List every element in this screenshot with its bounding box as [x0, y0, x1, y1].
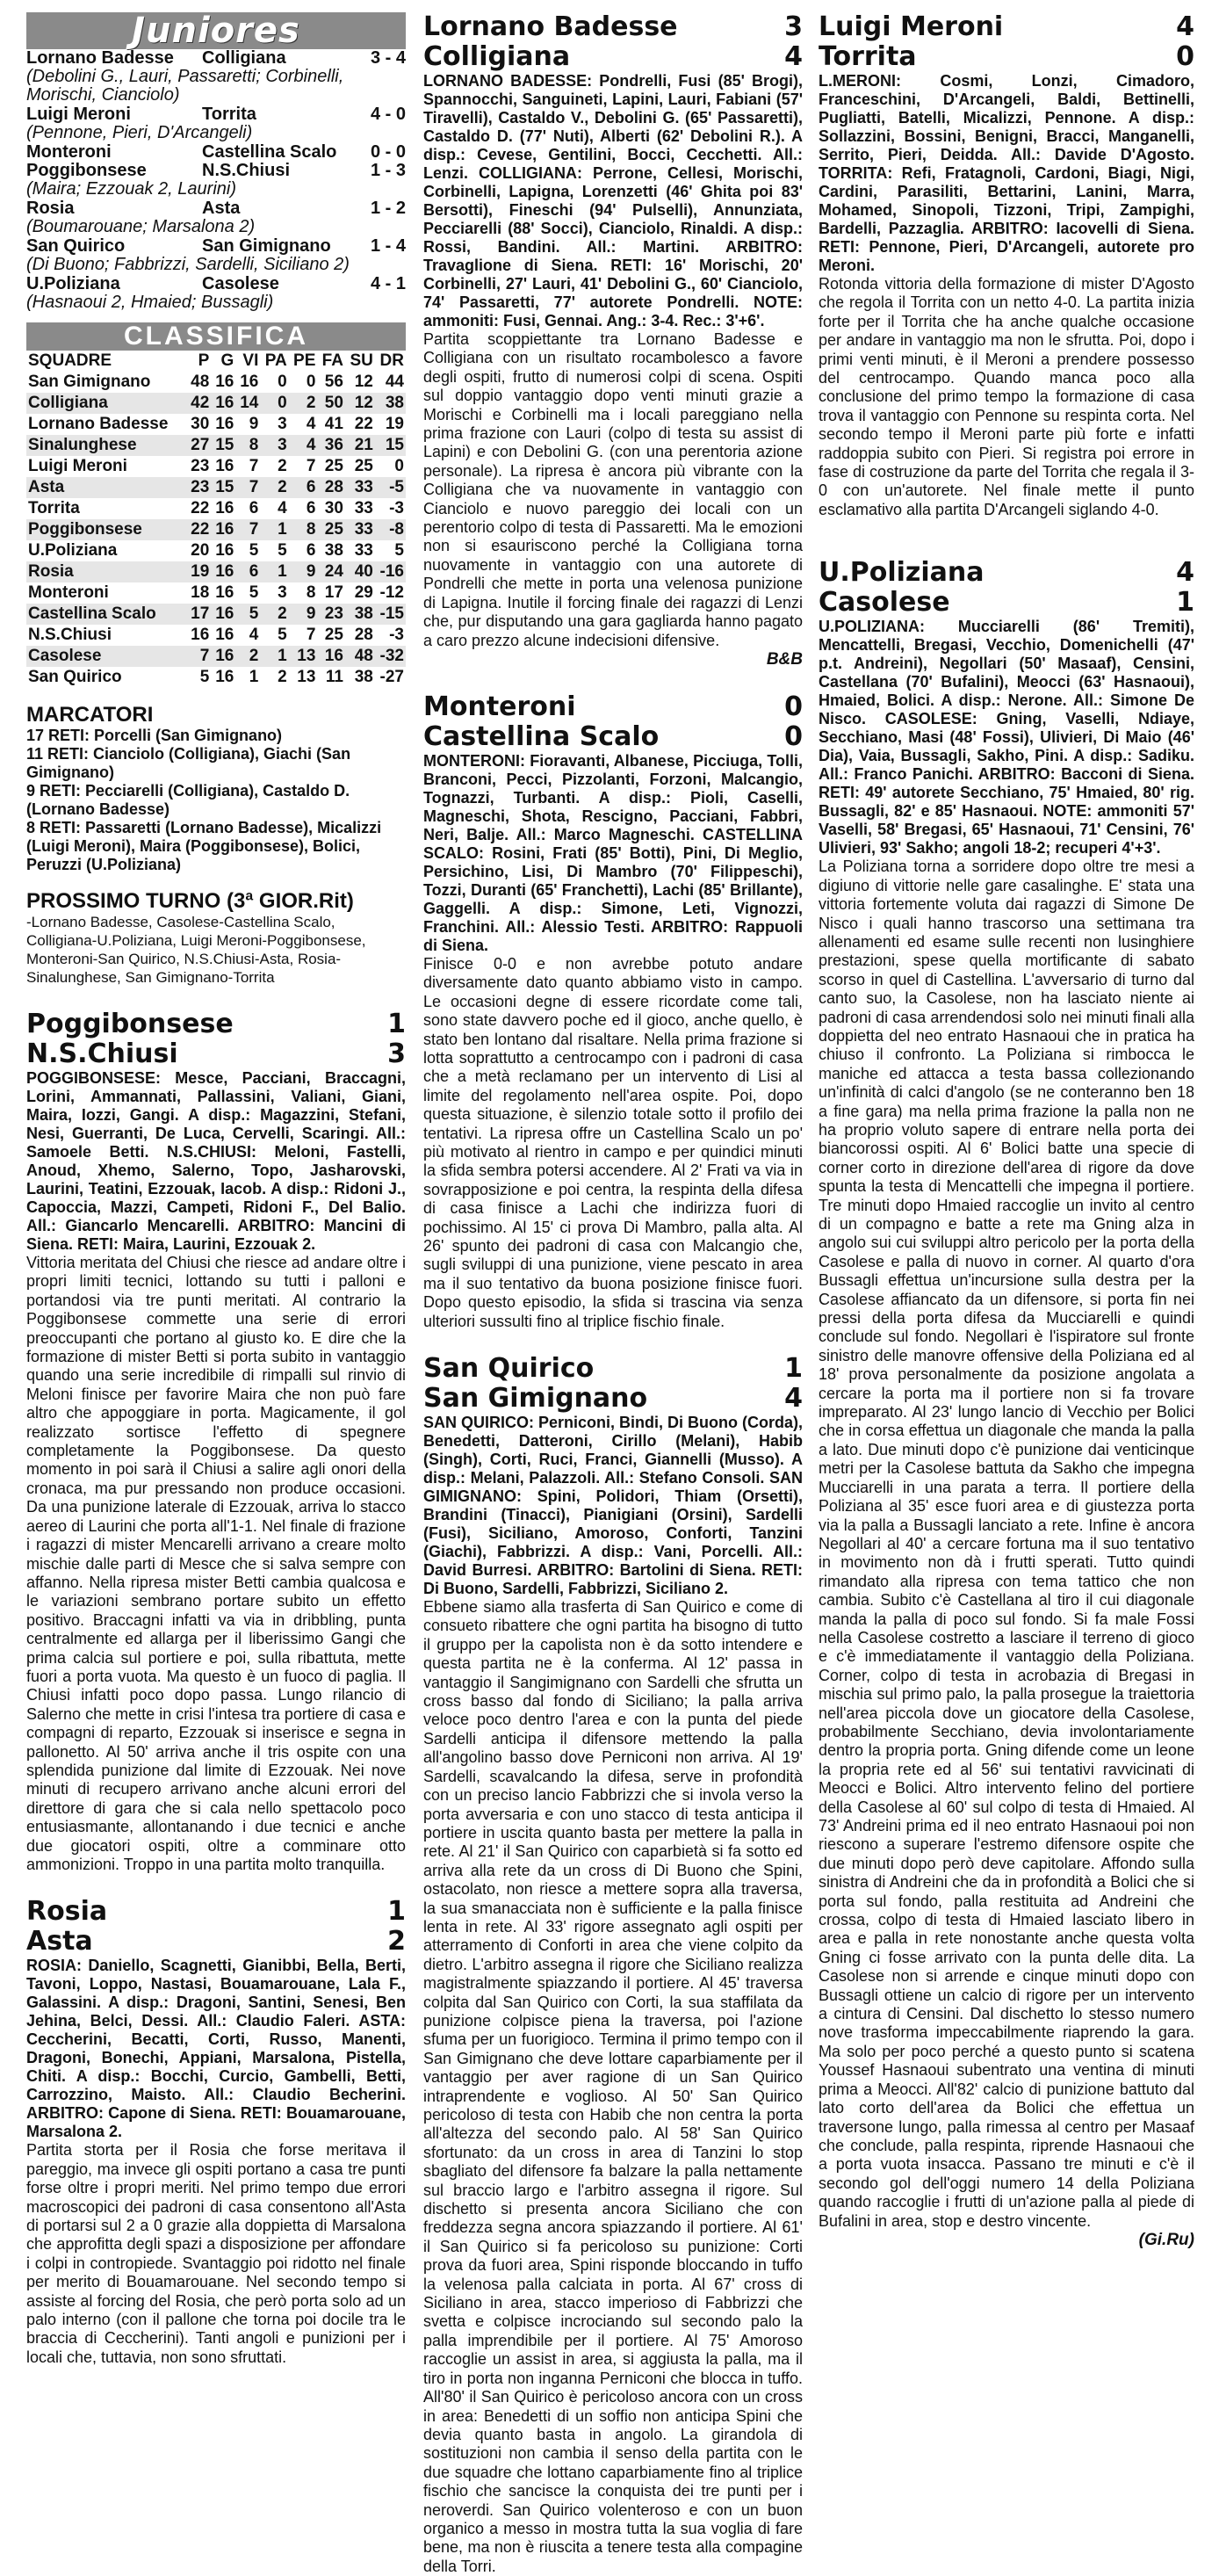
standings-cell: 2 — [260, 604, 288, 625]
standings-cell: 2 — [289, 393, 318, 414]
team-away: Asta — [26, 1926, 93, 1957]
standings-cell: 16 — [240, 373, 259, 391]
standings-cell: 15 — [211, 477, 235, 498]
standings-row — [26, 393, 406, 414]
result-scorers: (Pennone, Pieri, D'Arcangeli) — [26, 123, 253, 142]
standings-header: SQUADRE — [28, 351, 112, 370]
team-home: Monteroni — [423, 691, 576, 722]
score-home: 4 — [1176, 557, 1194, 589]
standings-cell: 16 — [191, 626, 210, 644]
standings-team: Lornano Badesse — [28, 415, 169, 433]
standings-cell: 7 — [235, 519, 260, 540]
team-away: Casolese — [819, 587, 950, 619]
standings-row — [26, 582, 406, 604]
match-lineups: U.POLIZIANA: Mucciarelli (86' Tremiti), Mencattelli, Bregasi, Vecchio, Domenichelli (47' p.t. Andreini), Negollari (50' Masaaf), Censini, Castellana (70' Bufalini), Meocci (63' Hasnaoui), Hmaied, Bolici. A disp.: Nerone. All.: Simone De Nisco. CASOLESE: Gning, Vaselli, Ndiaye, Secchiano, Masi (48' Fossi), Ulivieri, Di Maio (46' Dia), Vaia, Bussagli, Sakho, Pini. A disp.: Sadiku. All.: Franco Panichi. ARBITRO: Bacconi di Siena. RETI: 49' autorete Secchiano, 75' Hmaied, 80' rig. Bussagli, 82' e 85' Hasnaoui. NOTE: ammoniti 57' Vaselli, 58' Bregasi, 65' Hasnaoui, 71' Censini, 76' Ulivieri, 93' Sakho; angoli 18-2; recuperi 4'+3'. — [819, 618, 1194, 857]
scorer-line: 11 RETI: Cianciolo (Colligiana), Giachi (San Gimignano) — [26, 745, 351, 781]
standings-header: SU — [350, 351, 373, 370]
team-away: Torrita — [819, 41, 917, 72]
standings-cell: 4 — [278, 499, 287, 517]
standings-header: PA — [264, 351, 287, 370]
score-home: 4 — [1176, 12, 1194, 42]
result-away: N.S.Chiusi — [202, 161, 291, 180]
standings-cell: -27 — [379, 668, 404, 686]
result-score: 1 - 3 — [370, 161, 406, 180]
standings-cell: 0 — [306, 373, 316, 391]
result-item — [26, 199, 406, 236]
scorers-title: MARCATORI — [26, 703, 154, 727]
result-home: Lornano Badesse — [26, 48, 174, 68]
match-report — [26, 1897, 406, 2367]
standings-cell: 7 — [186, 646, 211, 667]
match-lineups: L.MERONI: Cosmi, Lonzi, Cimadoro, Franceschini, D'Arcangeli, Baldi, Bettinelli, Pugliatti, Batelli, Micalizzi, Pennone. A disp.: Sollazzini, Bossini, Benigni, Bracci, Manganelli, Serrito, Pieri, Deidda. All.: Davide D'Agosto. TORRITA: Refi, Fratagnoli, Cardoni, Biagi, Nigi, Cardini, Parasiliti, Bettarini, Lanini, Marra, Mohamed, Sinopoli, Tizzoni, Tripi, Zampighi, Bardelli, Pazzaglia. ARBITRO: Iacovelli di Siena. RETI: Pennone, Pieri, D'Arcangeli, autorete pro Meroni. — [819, 72, 1194, 274]
match-lineups: LORNANO BADESSE: Pondrelli, Fusi (85' Brogi), Spannocchi, Sanguineti, Lapini, Lauri, Fabiani (57' Tiravelli), Castaldo V., Debolini G. (65' Passaretti), Castaldo D. (77' Nuti), Alberti (62' Debolini R.). A disp.: Cevese, Gentilini, Bocci, Cecchetti. All.: Lenzi. COLLIGIANA: Perrone, Cellesi, Morischi, Corbinelli, Lapigna, Lorenzetti (46' Ghita poi 83' Bersotti), Fineschi (94' Pulselli), Annunziata, Pecciarelli (88' Socci), Cianciolo, Rinaldi. A disp.: Rossi, Bandini. All.: Martini. ARBITRO: Travaglione di Siena. RETI: 16' Morischi, 20' Corbinelli, 27' Lauri, 41' Debolini G., 60' Cianciolo, 74' Passaretti, 77' autorete Pondrelli. NOTE: ammoniti: Fusi, Gennai. Ang.: 3-4. Rec.: 3'+6'. — [423, 72, 803, 329]
team-home: Poggibonsese — [26, 1009, 234, 1039]
standings-cell: 8 — [289, 519, 318, 540]
standings-cell: 33 — [354, 499, 373, 517]
match-report — [423, 692, 803, 1331]
standings-cell: 16 — [211, 646, 235, 667]
match-report — [423, 12, 803, 669]
result-score: 1 - 2 — [370, 199, 406, 218]
standings-cell: 33 — [345, 519, 375, 540]
standings-cell: 20 — [191, 541, 210, 560]
match-lineups: ROSIA: Daniello, Scagnetti, Gianibbi, Bella, Berti, Tavoni, Loppo, Nastasi, Bouamarouane, Lala F., Galassini. A disp.: Dragoni, Santini, Senesi, Ben Jehina, Belci, Dessi. All.: Claudio Faleri. ASTA: Ceccherini, Becatti, Corti, Russo, Manenti, Dragoni, Bonechi, Appiani, Marsalona, Pistella, Chiti. A disp.: Bocchi, Curcio, Gambelli, Betti, Carrozzino, Maisto. All.: Claudio Becherini. ARBITRO: Capone di Siena. RETI: Bouamarouane, Marsalona 2. — [26, 1957, 406, 2141]
standings-cell: 6 — [306, 499, 316, 517]
standings-row — [26, 540, 406, 561]
standings-team: Rosia — [26, 561, 186, 582]
result-home: Luigi Meroni — [26, 105, 131, 124]
next-round-text: -Lornano Badesse, Casolese-Castellina Scalo, Colligiana-U.Poliziana, Luigi Meroni-Poggibonsese, Monteroni-San Quirico, N.S.Chiusi-Asta, Rosia-Sinalunghese, San Gimignano-Torrita — [26, 914, 366, 986]
standings-team: U.Poliziana — [28, 541, 118, 560]
standings-cell: 9 — [289, 561, 318, 582]
standings-cell: 41 — [324, 415, 343, 433]
scorer-line: 8 RETI: Passaretti (Lornano Badesse), Micalizzi (Luigi Meroni), Maira (Poggibonsese), Bolici, Peruzzi (U.Poliziana) — [26, 819, 382, 873]
standings-cell: 0 — [260, 393, 288, 414]
standings-row — [26, 667, 406, 688]
standings-cell: 16 — [215, 499, 234, 517]
result-scorers: (Hasnaoui 2, Hmaied; Bussagli) — [26, 293, 274, 312]
standings-cell: 42 — [186, 393, 211, 414]
result-item — [26, 275, 406, 312]
result-score: 0 - 0 — [370, 142, 406, 162]
standings-cell: 4 — [306, 415, 316, 433]
standings-cell: 2 — [235, 646, 260, 667]
standings-row — [26, 519, 406, 540]
standings-cell: 16 — [215, 626, 234, 644]
standings-cell: 38 — [354, 668, 373, 686]
match-text: Vittoria meritata del Chiusi che riesce ad andare oltre i propri limiti tecnici, lottando su tutti i palloni e portandosi via tre punti meritati. Al contrario la Poggibonsese commette una serie di errori preoccupanti che portano al giusto ko. E dire che la formazione di mister Betti si porta subito in vantaggio quando una serie incredibile di rimpalli sul rinvio di Meloni finisce per favorire Maira che non può fare altro che appoggiare in porta. Magicamente, il gol realizzato sortisce l'effetto di spegnere completamente la Poggibonsese. Da questo momento in poi sarà il Chiusi a salire agli onori della cronaca, ma pur pressando non produce occasioni. Da una punizione laterale di Ezzouak, arriva lo stacco aereo di Laurini che porta all'1-1. Nel finale di frazione i ragazzi di mister Mencarelli arrivano a creare molto mischie dalle parti di Mesce che si salva sempre con affanno. Nella ripresa mister Betti cambia qualcosa e le variazioni sembrano portare subito un effetto positivo. Braccagni infatti va via in dribbling, punta centralmente ed allarga per il liberissimo Gangi che prima calcia sul portiere e poi, sulla ribattuta, mette fuori a porta vuota. Ma questo è un fuoco di paglia. Il Chiusi infatti poco dopo passa. Lungo rilancio di Salerno che mette in crisi l'intesa tra portiere di casa e compagni di reparto, Ezzouak si inserisce e segna in pallonetto. Al 50' arriva anche il tris ospite con una splendida punizione dal limite di Ezzouak. Nei nove minuti di recupero arrivano anche alcuni errori del direttore di gara che si cala nello spettacolo poco entusiasmante, allontanando i due tecnici e anche due giocatori ospiti, oltre a comminare otto ammonizioni. Troppo in una partita molto tranquilla. — [26, 1254, 406, 1873]
standings-cell: 21 — [345, 435, 375, 456]
match-text: Partita storta per il Rosia che forse meritava il pareggio, ma invece gli ospiti portano a casa tre punti forse oltre i propri meriti. Nel primo tempo due errori macroscopici dei padroni di casa consentono all'Asta di portarsi sul 2 a 0 grazie alla doppietta di Marsalona che approfitta degli spazi a disposizione per affondare i colpi in contropiede. Svantaggio poi ridotto nel finale per merito di Bouamarouane. Nel secondo tempo si assiste al forcing del Rosia, che però porta solo ad un palo interno (con il pallone che torna poi docile tra le braccia di Ceccherini). Tanti angoli e punizioni per i locali che, tuttavia, non sono sfruttati. — [26, 2141, 406, 2366]
standings-row — [26, 414, 406, 435]
standings-cell: 38 — [324, 541, 343, 560]
standings-cell: 2 — [278, 457, 287, 475]
standings-cell: 50 — [317, 393, 345, 414]
match-lineups: POGGIBONSESE: Mesce, Pacciani, Braccagni, Lorini, Ammannati, Pallassini, Valiani, Giani, Maira, Iozzi, Gangi. A disp.: Magazzini, Stefani, Nesi, Guerranti, De Luca, Cervelli, Scaringi. All.: Samoele Betti. N.S.CHIUSI: Meloni, Fastelli, Anoud, Xhemo, Salerno, Topo, Jasharovski, Laurini, Teatini, Ezzouak, Iacob. A disp.: Ridoni J., Capoccia, Mazzi, Campeti, Ridoni F., Del Balio. All.: Giancarlo Mencarelli. ARBITRO: Mancini di Siena. RETI: Maira, Laurini, Ezzouak 2. — [26, 1069, 406, 1253]
standings-row — [26, 498, 406, 519]
standings-header: FA — [321, 351, 343, 370]
standings-team: Casolese — [26, 646, 186, 667]
standings-team: Torrita — [28, 499, 80, 517]
standings-cell: 3 — [260, 435, 288, 456]
standings-header: G — [220, 351, 234, 370]
standings-cell: 16 — [215, 457, 234, 475]
match-text: La Poliziana torna a sorridere dopo oltre tre mesi a digiuno di vittorie nelle gare casalinghe. E' stata una vittoria fortemente voluta dai ragazzi di Simone De Nisco i quali hanno trascorso una settimana tra allenamenti ed esame sulle recenti non lusinghiere prestazioni, spese quella mortificante di sabato scorso in quel di Castellina. L'avversario di turno dal canto suo, la Casolese, non ha lasciato niente ai padroni di casa arrendendosi solo nei minuti finali alla doppietta del neo entrato Hasnaoui che in pratica ha chiuso il confronto. La Poliziana si rimbocca le maniche ed attacca a testa bassa collezionando un'infinità di calci d'angolo (se ne conteranno ben 18 a fine gara) ma nella prima frazione la palla non ne ha proprio voluto sapere di entrare nella porta dei biancorossi ospiti. Al 6' Bolici batte una specie di corner corto in direzione dell'area di rigore da dove spunta la testa di Mencattelli che impegna il portiere. Tre minuti dopo Hmaied raccoglie un invito al centro di un compagno e batte a rete ma Gning alza in angolo sui cui sviluppi altro pericolo per la porta della Casolese e palla di nuovo in corner. Al quarto d'ora Bussagli effettua un'incursione sulla destra per la Casolese affiancato da un difensore, si porta fin nei pressi della porta difesa da Mucciarelli e quindi conclude sul fondo. Negollari è l'ispiratore sul fronte sinistro delle manovre offensive della Poliziana ed al 18' prova personalmente da posizione angolata a cercare la porta ma il portiere non si fa trovare impreparato. Al 23' lungo lancio di Vecchio per Bolici che in corsa effettua un diagonale che manda la palla a lato. Due minuti dopo c'è punizione dai venticinque metri per la Casolese battuta da Sakho che impegna Mucciarelli in una parata a terra. Il portiere della Poliziana al 35' esce fuori area e di giustezza porta via la palla a Bussagli lanciato a rete. Infine è ancora Negollari al 40' a cercare fortuna ma il suo tentativo in movimento non dà i frutti sperati. Tutto quindi rimandato alla ripresa con tema tattico che non cambia. Subito c'è Castellana al tiro il cui diagonale manda la palla di poco sul fondo. Si fa male Fossi nella Casolese costretto a lasciare il terreno di gioco e c'è immediatamente il vantaggio della Poliziana. Corner, colpo di testa in acrobazia di Bregasi in mischia sul primo palo, la palla prosegue la traiettoria nell'area piccola dove un giocatore della Casolese, probabilmente Secchiano, devia involontariamente dentro la propria porta. Gning difende come un leone la propria rete ed al 56' sui tentativi ravvicinati di Meocci e Bolici. Altro intervento felino del portiere della Casolese al 60' sul colpo di testa di Hmaied. Al 73' Andreini prima ed il neo entrato Hasnaoui poi non riescono a superare l'estremo difensore ospite che due minuti dopo però deve capitolare. Affondo sulla sinistra di Andreini che da in profondità a Bolici che si porta sul fondo, palla restituita ad Andreini che crossa, colpo di testa di Hmaied lasciato libero in area e palla in rete nonostante anche questa volta Gning ci fosse arrivato con la punta delle dita. La Casolese non si arrende e cinque minuti dopo con Bussagli ottiene un calcio di rigore per un intervento a cintura di Censini. Dal dischetto lo stesso numero nove trasforma impeccabilmente riaprendo la gara. Ma solo per poco perché a questo punto si scatena Youssef Hasnaoui subentrato una ventina di minuti prima a Meocci. All'82' calcio di punizione battuto dal lato corto dell'area da Bolici che effettua un traversone lungo, palla rimessa al centro per Masaaf che conclude, palla respinta, riprende Hasnaoui che a porta vuota insacca. Passano tre minuti e c'è il secondo gol dell'oggi numero 14 della Poliziana quando raccoglie i frutti di un'azione palla al piede di Bufalini in area, stop e destro vincente. — [819, 857, 1194, 2230]
standings-cell: 16 — [211, 393, 235, 414]
standings-row — [26, 604, 406, 625]
standings-cell: 5 — [235, 604, 260, 625]
standings-cell: 48 — [191, 373, 210, 391]
result-away: Torrita — [202, 105, 256, 124]
standings-cell: 16 — [215, 668, 234, 686]
standings-cell: 16 — [215, 373, 234, 391]
standings-cell: 16 — [317, 646, 345, 667]
match-report — [423, 1354, 803, 2576]
standings-cell: 48 — [345, 646, 375, 667]
score-home: 1 — [387, 1009, 406, 1039]
standings-cell: 44 — [385, 373, 404, 391]
result-home: U.Poliziana — [26, 274, 120, 293]
scorer-line: 17 RETI: Porcelli (San Gimignano) — [26, 727, 283, 744]
standings-cell: -16 — [375, 561, 406, 582]
standings-cell: -3 — [389, 626, 404, 644]
team-home: U.Poliziana — [819, 557, 985, 589]
column-left — [26, 12, 406, 2367]
result-home: San Quirico — [26, 236, 126, 256]
result-away: Casolese — [202, 274, 279, 293]
result-item — [26, 237, 406, 274]
standings-cell: 13 — [289, 646, 318, 667]
standings-cell: 16 — [215, 415, 234, 433]
standings-cell: 4 — [249, 626, 259, 644]
standings-row — [26, 625, 406, 646]
standings-cell: 16 — [211, 604, 235, 625]
standings-cell: 2 — [260, 477, 288, 498]
score-away: 4 — [784, 41, 803, 72]
score-away: 4 — [784, 1383, 803, 1415]
score-away: 0 — [1176, 41, 1194, 72]
standings-cell: 22 — [186, 519, 211, 540]
standings-header: DR — [379, 351, 404, 370]
standings-cell: 22 — [191, 499, 210, 517]
result-item — [26, 105, 406, 142]
standings-cell: -5 — [375, 477, 406, 498]
standings-header-row — [26, 351, 406, 372]
standings-cell: -8 — [375, 519, 406, 540]
score-home: 1 — [784, 1353, 803, 1385]
standings-cell: 18 — [191, 583, 210, 602]
result-score: 4 - 0 — [370, 105, 406, 124]
standings-body — [26, 372, 406, 688]
result-item — [26, 143, 406, 162]
standings-cell: 15 — [375, 435, 406, 456]
standings-cell: 7 — [235, 477, 260, 498]
standings-cell: 28 — [317, 477, 345, 498]
standings-team: Luigi Meroni — [28, 457, 127, 475]
score-home: 1 — [387, 1896, 406, 1928]
standings-cell: 7 — [249, 457, 259, 475]
standings-team: San Quirico — [28, 668, 122, 686]
result-scorers: (Debolini G., Lauri, Passaretti; Corbinelli, Morischi, Cianciolo) — [26, 67, 344, 105]
match-report — [819, 558, 1194, 2250]
standings-cell: 6 — [306, 541, 316, 560]
standings-cell: 6 — [289, 477, 318, 498]
standings-cell: 1 — [249, 668, 259, 686]
standings-team: N.S.Chiusi — [28, 626, 112, 644]
standings-cell: 28 — [354, 626, 373, 644]
result-scorers: (Maira; Ezzouak 2, Laurini) — [26, 179, 236, 199]
standings-cell: 16 — [211, 519, 235, 540]
standings-cell: 7 — [306, 457, 316, 475]
standings-team: Asta — [26, 477, 186, 498]
standings-cell: 40 — [345, 561, 375, 582]
standings-cell: 33 — [354, 541, 373, 560]
match-text: Finisce 0-0 e non avrebbe potuto andare diversamente dato quanto abbiamo visto in campo. Le occasioni degne di essere ricordate come tali, sono state davvero poche ed il gioco, anche quello, è stato ben lontano dal risaltare. Nella prima frazione si lotta soprattutto a centrocampo con i padroni di casa che a metà reclamano per un intervento di Lisi al limite del regolamento nell'area ospite. Poi, dopo questa situazione, è silenzio totale sotto il profilo dei tentativi. La ripresa offre un Castellina Scalo un po' più motivato al rientro in campo e per quindici minuti la sfida sembra potersi accendere. Al 2' Frati va via in sovrapposizione e poi centra, la respinta della difesa di casa finisce a Lachi che indirizza fuori di pochissimo. Al 15' ci prova Di Mambro, palla alta. Al 26' spunto dei padroni di casa con Malcangio che, sugli sviluppi di una punizione, viene pescato in area ma il suo tentativo da buona posizione finisce fuori. Dopo questo episodio, la sfida si trascina via senza ulteriori sussulti fino al triplice fischio finale. — [423, 954, 803, 1330]
team-home: Lornano Badesse — [423, 12, 678, 42]
score-away: 1 — [1176, 587, 1194, 619]
standings-cell: 11 — [325, 668, 343, 686]
standings-cell: 36 — [317, 435, 345, 456]
score-away: 0 — [784, 720, 803, 752]
team-away: Castellina Scalo — [423, 720, 660, 752]
result-away: Asta — [202, 199, 241, 218]
standings-cell: 12 — [354, 373, 373, 391]
standings-team: Monteroni — [28, 583, 109, 602]
standings-cell: 17 — [324, 583, 343, 602]
match-text: Rotonda vittoria della formazione di mister D'Agosto che regola il Torrita con un netto 4-0. La partita inizia forte per il Torrita che ha anche qualche occasione per andare in vantaggio ma non le sfrutta. Poi, dopo i primi venti minuti, è il Meroni a prendere possesso del centrocampo. Quando manca poco alla conclusione del primo tempo la formazione di casa trova il vantaggio con Pennone su respinta corta. Nel secondo tempo il Meroni parte più forte e infatti raddoppia subito con Pieri. Si registra poi errore in fase di costruzione da parte del Torrita che regala il 3-0 con un'autorete. Nel finale mette il punto esclamativo alla partita D'Arcangeli siglando 4-0. — [819, 275, 1194, 518]
standings-team: Castellina Scalo — [26, 604, 186, 625]
standings-cell: 3 — [278, 415, 287, 433]
standings-cell: 7 — [306, 626, 316, 644]
standings-cell: 25 — [324, 626, 343, 644]
standings-cell: 5 — [249, 583, 259, 602]
standings-cell: 16 — [215, 583, 234, 602]
standings-cell: 16 — [211, 561, 235, 582]
section-title: Juniores — [26, 12, 406, 49]
standings-cell: 5 — [278, 626, 287, 644]
standings-team: San Gimignano — [28, 373, 151, 391]
standings-row — [26, 646, 406, 667]
team-away: N.S.Chiusi — [26, 1038, 178, 1069]
match-text: Ebbene siamo alla trasferta di San Quirico e come di consueto ribattere che ogni partita ha bisogno di tutto il gruppo per la capolista non è da sotto intendere e questa partita ne è la conferma. Al 12' passa in vantaggio il Sangimignano con Sardelli che sfrutta un cross basso dal fondo di Siciliano; la palla arriva veloce poco dentro l'area e con la punta del piede Sardelli anticipa il difensore mettendo la palla all'angolino basso dove Perniconi non arriva. Al 19' Sardelli, scavalcando la difesa, serve in profondità con un preciso lancio Fabbrizzi che si invola verso la porta avversaria e con uno stacco di testa anticipa il portiere in uscita quanto basta per mettere la palla in rete. Al 21' il San Quirico con caparbietà si fa sotto ed arriva alla rete da un cross di Di Buono che Spini, ostacolato, non riesce a mettere sopra alla traversa, la sua smanacciata non è sufficiente e la palla finisce lenta in rete. Al 33' rigore assegnato agli ospiti per atterramento di Conforti in area che viene colpito da dietro. L'arbitro assegna il rigore che Siciliano realizza magistralmente spiazzando il portiere. Al 45' traversa colpita dal San Quirico con Corti, la sua staffilata da punizione colpisce piena la traversa, poi l'azione sfuma per un fuorigioco. Termina il primo tempo con il San Gimignano che deve lottare caparbiamente per il vantaggio per aver ragione di un San Quirico intraprendente e voglioso. Al 50' San Quirico pericoloso di testa con Habib che non centra la porta all'altezza del secondo palo. Al 58' San Quirico sfortunato: da un cross in area di Tanzini lo stop sbagliato del difensore fa balzare la palla nettamente sul braccio largo e l'arbitro assegna il rigore. Sul dischetto si presenta ancora Siciliano che con freddezza segna ancora spiazzando il portiere. Al 61' il San Quirico si fa pericoloso su punizione: Corti prova da fuori area, Spini risponde bloccando in tuffo la velenosa palla calciata in porta. Al 67' cross di Siciliano in area, stacco imperioso di Fabbrizzi che svetta e colpisce incrociando sul secondo palo la palla imprendibile per il portiere. Al 75' Amoroso raccoglie un assist in area, si aggiusta la palla, ma il tiro in porta non inganna Perniconi che blocca in tuffo. All'80' il San Quirico è pericoloso ancora con un cross in area: Benedetti di un soffio non anticipa Spini che devia quanto basta in angolo. La girandola di sostituzioni non cambia il senso della partita con le due squadre che lottano caparbiamente fino al triplice fischio che sancisce la conquista dei tre punti per i neroverdi. San Quirico volenteroso e con un buon organico a messo in mostra tutta la sua voglia di fare bene, ma non è riuscita a tenere testa alla compagine della Torri. — [423, 1598, 803, 2575]
result-score: 4 - 1 — [370, 274, 406, 293]
author-signature: (Gi.Ru) — [1138, 2230, 1194, 2249]
match-report — [26, 1009, 406, 1874]
standings-header: VI — [242, 351, 259, 370]
standings-team: Sinalunghese — [26, 435, 186, 456]
standings-row — [26, 372, 406, 393]
score-away: 2 — [387, 1926, 406, 1957]
standings-cell: 4 — [289, 435, 318, 456]
results-list — [26, 49, 406, 312]
standings-cell: 13 — [297, 668, 316, 686]
standings-cell: 5 — [199, 668, 210, 686]
standings-cell: 30 — [191, 415, 210, 433]
standings-cell: 23 — [191, 457, 210, 475]
standings-cell: -15 — [375, 604, 406, 625]
standings-cell: 25 — [317, 519, 345, 540]
scorer-line: 9 RETI: Pecciarelli (Colligiana), Castaldo D. (Lornano Badesse) — [26, 782, 350, 818]
result-away: Colligiana — [202, 48, 286, 68]
standings-cell: 2 — [278, 668, 287, 686]
standings-cell: 19 — [186, 561, 211, 582]
standings-cell: 3 — [278, 583, 287, 602]
standings-cell: 23 — [186, 477, 211, 498]
standings-cell: 15 — [211, 435, 235, 456]
team-away: San Gimignano — [423, 1383, 648, 1415]
standings-cell: 8 — [306, 583, 316, 602]
standings-header: PE — [293, 351, 316, 370]
standings-cell: 30 — [324, 499, 343, 517]
standings-cell: 25 — [354, 457, 373, 475]
standings-cell: 14 — [235, 393, 260, 414]
standings-cell: 25 — [324, 457, 343, 475]
standings-cell: 5 — [249, 541, 259, 560]
standings-table — [26, 351, 406, 688]
standings-cell: -32 — [375, 646, 406, 667]
standings-row — [26, 456, 406, 477]
score-home: 0 — [784, 691, 803, 722]
standings-row — [26, 477, 406, 498]
result-home: Rosia — [26, 199, 75, 218]
team-home: Luigi Meroni — [819, 12, 1004, 42]
standings-cell: 9 — [249, 415, 259, 433]
standings-cell: 17 — [186, 604, 211, 625]
standings-cell: 1 — [260, 646, 288, 667]
standings-cell: 8 — [235, 435, 260, 456]
result-score: 1 - 4 — [370, 236, 406, 256]
result-item — [26, 49, 406, 105]
next-round-title: PROSSIMO TURNO (3ª GIOR.Rit) — [26, 889, 354, 913]
standings-row — [26, 435, 406, 456]
standings-cell: 9 — [289, 604, 318, 625]
standings-cell: 6 — [249, 499, 259, 517]
standings-team: Colligiana — [26, 393, 186, 414]
standings-cell: -3 — [389, 499, 404, 517]
standings-cell: 5 — [278, 541, 287, 560]
match-report — [819, 12, 1194, 519]
standings-cell: 1 — [260, 519, 288, 540]
result-scorers: (Boumarouane; Marsalona 2) — [26, 217, 256, 236]
author-signature: B&B — [766, 649, 803, 669]
standings-cell: 1 — [260, 561, 288, 582]
standings-cell: 16 — [215, 541, 234, 560]
team-home: San Quirico — [423, 1353, 595, 1385]
result-scorers: (Di Buono; Fabbrizzi, Sardelli, Siciliano 2) — [26, 255, 350, 274]
standings-cell: 12 — [345, 393, 375, 414]
standings-cell: 38 — [375, 393, 406, 414]
standings-cell: 22 — [354, 415, 373, 433]
team-away: Colligiana — [423, 41, 571, 72]
standings-cell: 38 — [345, 604, 375, 625]
standings-cell: -12 — [379, 583, 404, 602]
result-item — [26, 162, 406, 199]
standings-cell: 5 — [394, 541, 404, 560]
standings-team: Poggibonsese — [26, 519, 186, 540]
standings-cell: 24 — [317, 561, 345, 582]
standings-cell: 56 — [324, 373, 343, 391]
team-home: Rosia — [26, 1896, 108, 1928]
column-right — [819, 12, 1194, 2250]
result-away: San Gimignano — [202, 236, 331, 256]
match-lineups: MONTERONI: Fioravanti, Albanese, Picciuga, Tolli, Branconi, Pecci, Pizzolanti, Forzoni, Malcangio, Tognazzi, Turbanti. A disp.: Pioli, Caselli, Magneschi, Shota, Rescigno, Pacciani, Fabbri, Neri, Balje. All.: Marco Magneschi. CASTELLINA SCALO: Rosini, Frati (85' Botti), Pini, Di Meglio, Persichino, Lisi, Di Mambro (70' Filippeschi), Tozzi, Duranti (65' Franchetti), Lachi (85' Brillante), Gaggelli. A disp.: Simone, Leti, Vignozzi, Franchini. All.: Alessio Testi. ARBITRO: Rappuoli di Siena. — [423, 751, 803, 954]
standings-cell: 0 — [394, 457, 404, 475]
score-home: 3 — [784, 12, 803, 42]
standings-cell: 6 — [235, 561, 260, 582]
match-lineups: SAN QUIRICO: Perniconi, Bindi, Di Buono (Corda), Benedetti, Datteroni, Cirillo (Melani), Habib (Singh), Corti, Ruci, Franci, Giannelli (Musso). A disp.: Melani, Palazzoli. All.: Stefano Consoli. SAN GIMIGNANO: Spini, Polidori, Thiam (Orsetti), Brandini (Tinacci), Pianigiani (Orsini), Sardelli (Fusi), Siciliano, Amoroso, Conforti, Tanzini (Giachi), Fabbrizzi. A disp.: Vani, Porcelli. All.: David Burresi. ARBITRO: Bartolini di Siena. RETI: Di Buono, Sardelli, Fabbrizzi, Siciliano 2. — [423, 1414, 803, 1598]
standings-row — [26, 561, 406, 582]
column-middle — [423, 12, 803, 2576]
standings-header: P — [198, 351, 210, 370]
standings-cell: 33 — [345, 477, 375, 498]
result-score: 3 - 4 — [370, 48, 406, 68]
standings-cell: 23 — [317, 604, 345, 625]
standings-title: CLASSIFICA — [26, 322, 406, 351]
score-away: 3 — [387, 1038, 406, 1069]
standings-cell: 0 — [278, 373, 287, 391]
standings-cell: 27 — [186, 435, 211, 456]
standings-cell: 19 — [385, 415, 404, 433]
result-home: Poggibonsese — [26, 161, 147, 180]
result-home: Monteroni — [26, 142, 112, 162]
result-away: Castellina Scalo — [202, 142, 337, 162]
match-text: Partita scoppiettante tra Lornano Badesse e Colligiana con un risultato rocambolesco a favore degli ospiti, frutto di numerosi colpi di scena. Ospiti sul doppio vantaggio dopo venti minuti grazie a Morischi e Corbinelli ma i locali pareggiano nella prima frazione con Lauri (colpo di testa su assist di Lapini) e con Debolini G. (con una perentoria azione personale). La ripresa è ancora più vibrante con la Colligiana che va nuovamente in vantaggio con Cianciolo e nuovo pareggio dei locali con un perentorio colpo di testa di Passaretti. Ma le emozioni non si esauriscono perché la Colligiana torna nuovamente in vantaggio con una autorete di Pondrelli che mette in porta una velenosa punizione di Lapigna. Inutile il forcing finale dei ragazzi di Lenzi che, pur disputando una gara gagliarda hanno pagato a caro prezzo alcune indecisioni difensive. — [423, 330, 803, 649]
standings-cell: 29 — [354, 583, 373, 602]
